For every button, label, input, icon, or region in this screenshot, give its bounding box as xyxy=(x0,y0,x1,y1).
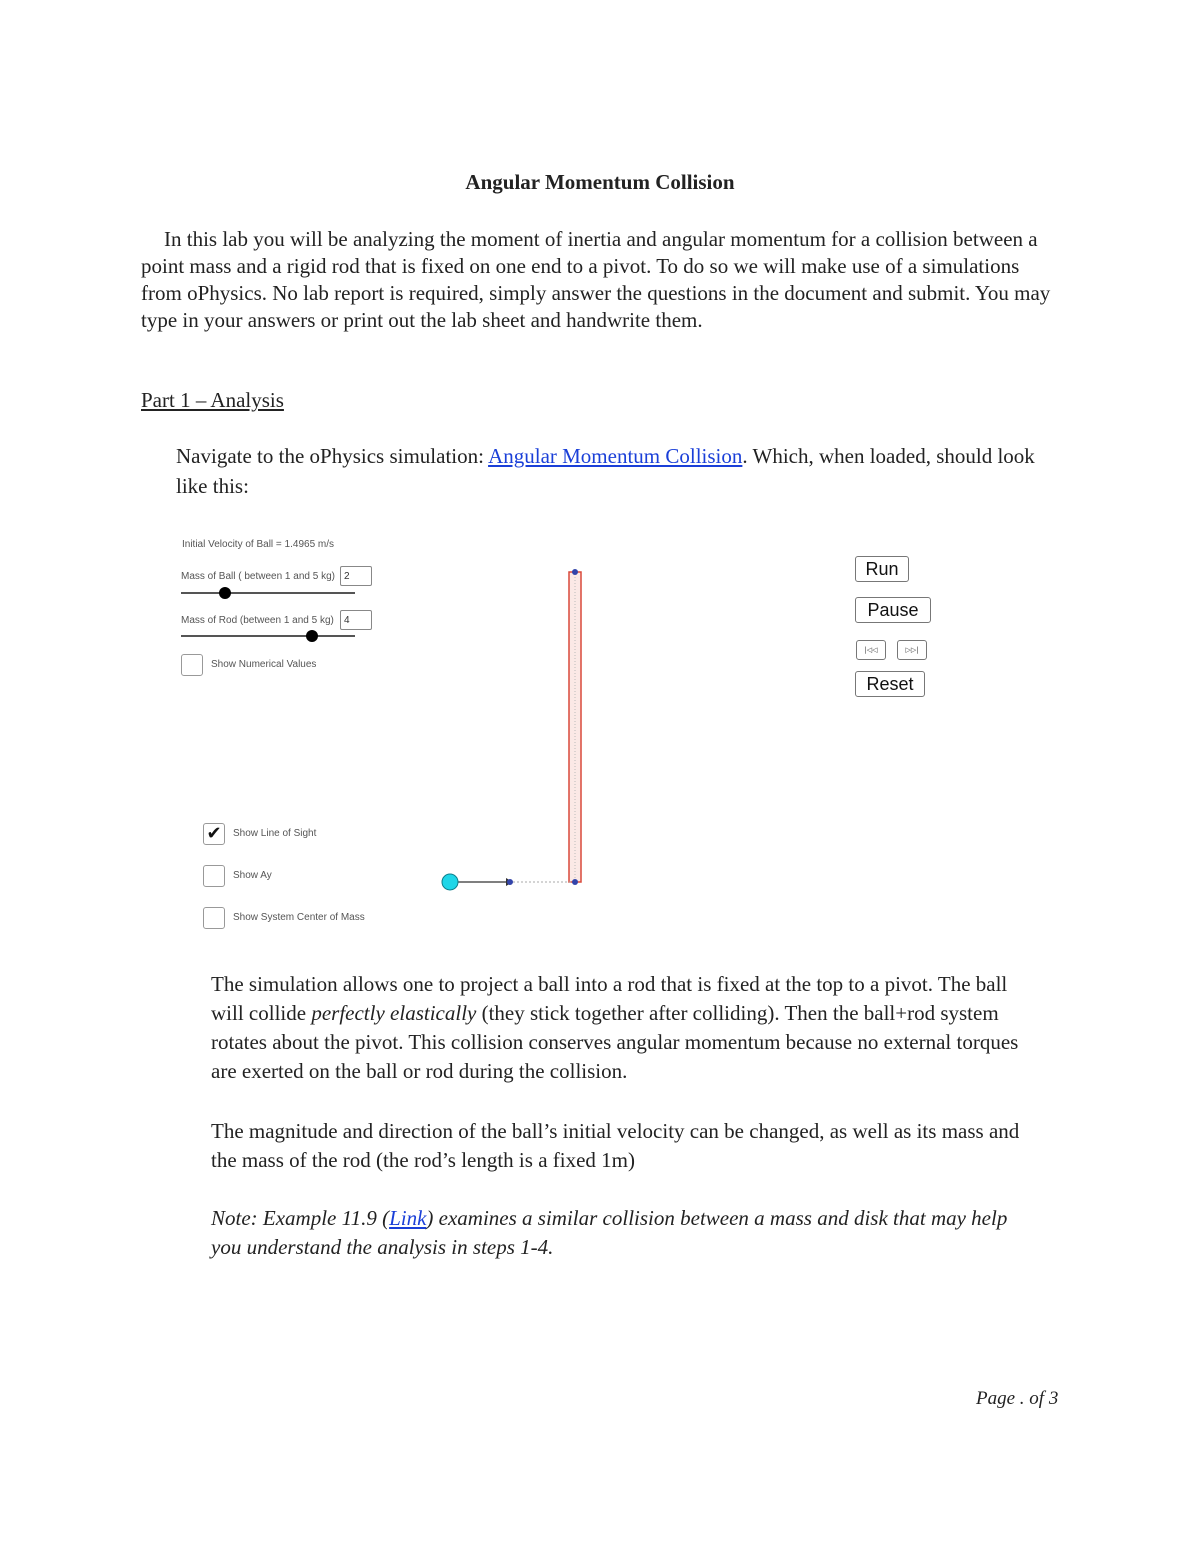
velocity-description: The magnitude and direction of the ball’s initial velocity can be changed, as well as its mass and the mass of the rod (the rod’s length is a fixed 1m) xyxy=(211,1119,1020,1172)
pause-button[interactable]: Pause xyxy=(855,597,931,623)
mass-ball-input[interactable]: 2 xyxy=(340,566,372,586)
intro-paragraph: In this lab you will be analyzing the moment of inertia and angular momentum for a collision between a point mass and a rigid rod that is fixed on one end to a pivot. To do so we will make use of a simulations from oPhysics. No lab report is required, simply answer the questions in the document and submit. You may type in your answers or print out the lab sheet and handwrite them. xyxy=(141,227,1051,332)
pivot-point[interactable] xyxy=(572,569,578,575)
sim-desc-emphasis: perfectly elastically xyxy=(311,1001,477,1025)
note-paragraph xyxy=(211,1204,1041,1262)
sim-desc-before: The simulation allows one to project a ball into a rod that is fixed at the top to a pivot. The ball will collide xyxy=(211,972,1008,1025)
mass-rod-input[interactable]: 4 xyxy=(340,610,372,630)
note-before: Note: Example 11.9 ( xyxy=(211,1206,390,1230)
simulation-screenshot xyxy=(170,528,960,948)
note-link[interactable]: Link xyxy=(389,1206,427,1230)
show-center-of-mass-label: Show System Center of Mass xyxy=(233,912,365,923)
simulation-canvas xyxy=(170,528,960,948)
show-numerical-label: Show Numerical Values xyxy=(211,659,317,670)
page-title: Angular Momentum Collision xyxy=(465,170,735,194)
step-forward-button[interactable]: ▷▷| xyxy=(897,640,927,660)
simulation-link[interactable]: Angular Momentum Collision xyxy=(488,444,743,468)
run-button[interactable]: Run xyxy=(855,556,909,582)
show-line-of-sight-checkbox[interactable]: ✔ xyxy=(203,823,225,845)
navigate-text-before: Navigate to the oPhysics simulation: xyxy=(176,444,489,468)
velocity-label: Initial Velocity of Ball = 1.4965 m/s xyxy=(182,539,335,550)
show-line-of-sight-label: Show Line of Sight xyxy=(233,828,317,839)
simulation-description xyxy=(211,970,1041,1086)
rod-end-point xyxy=(572,879,578,885)
reset-button[interactable]: Reset xyxy=(855,671,925,697)
note-after: ) examines a similar collision between a mass and disk that may help you understand the analysis in steps 1-4. xyxy=(211,1206,1008,1259)
ball[interactable] xyxy=(442,874,458,890)
step-back-button[interactable]: |◁◁ xyxy=(856,640,886,660)
mass-rod-label: Mass of Rod (between 1 and 5 kg) xyxy=(181,615,334,626)
navigate-paragraph xyxy=(176,441,1056,501)
navigate-text-after: . Which, when loaded, should look like this: xyxy=(176,444,1035,498)
mass-ball-label: Mass of Ball ( between 1 and 5 kg) xyxy=(181,571,335,582)
show-ay-label: Show Ay xyxy=(233,870,272,881)
sim-desc-after: (they stick together after colliding). Then the ball+rod system rotates about the pivot. This collision conserves angular momentum because no external torques are exerted on the ball or rod during the collision. xyxy=(211,1001,1019,1083)
part-heading: Part 1 – Analysis xyxy=(141,388,284,412)
page-number: Page . of 3 xyxy=(976,1388,1059,1409)
velocity-handle[interactable] xyxy=(507,879,513,885)
